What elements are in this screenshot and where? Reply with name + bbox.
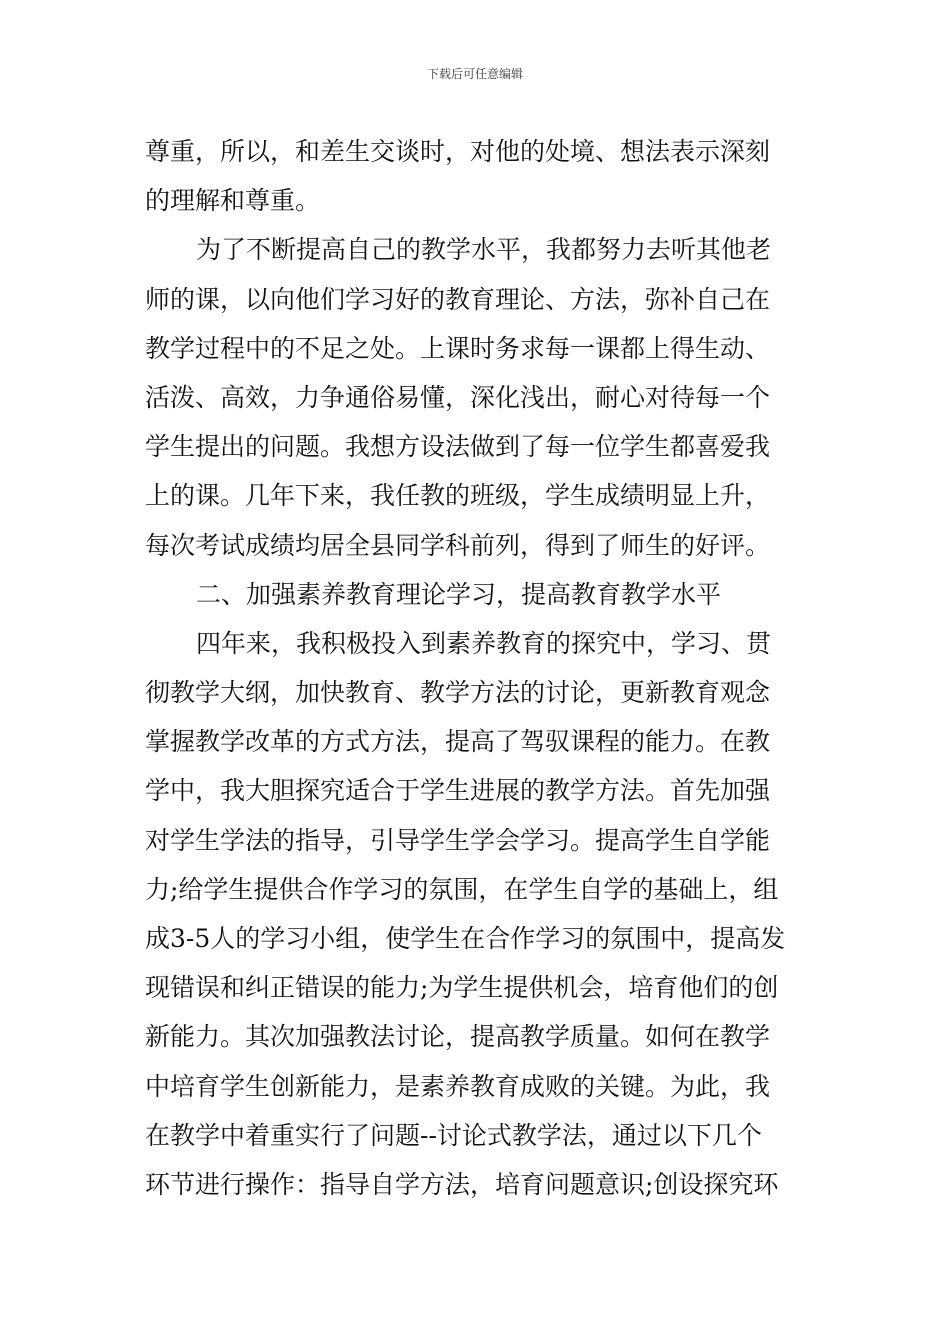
text-line: 新能力。其次加强教法讨论，提高教学质量。如何在教学 — [145, 1022, 771, 1052]
text-line: 师的课，以向他们学习好的教育理论、方法，弥补自己在 — [145, 284, 771, 314]
text-line: 彻教学大纲，加快教育、教学方法的讨论，更新教育观念 — [145, 678, 771, 708]
text-line: 每次考试成绩均居全县同学科前列，得到了师生的好评。 — [145, 530, 771, 560]
text-line: 现错误和纠正错误的能力;为学生提供机会，培育他们的创 — [145, 973, 779, 1003]
text-line: 环节进行操作：指导自学方法，培育问题意识;创设探究环 — [145, 1169, 779, 1199]
text-line: 教学过程中的不足之处。上课时务求每一课都上得生动、 — [145, 333, 771, 363]
text-line: 为了不断提高自己的教学水平，我都努力去听其他老 — [196, 235, 772, 265]
document-body — [145, 127, 811, 1209]
page-header-note: 下载后可任意编辑 — [426, 67, 523, 81]
text-line: 学中，我大胆探究适合于学生进展的教学方法。首先加强 — [145, 776, 771, 806]
text-line: 四年来，我积极投入到素养教育的探究中，学习、贯 — [196, 628, 772, 658]
text-line: 对学生学法的指导，引导学生学会学习。提高学生自学能 — [145, 825, 771, 855]
text-line: 在教学中着重实行了问题--讨论式教学法，通过以下几个 — [145, 1120, 762, 1150]
text-line: 的理解和尊重。 — [145, 186, 321, 216]
section-heading: 二、加强素养教育理论学习，提高教育教学水平 — [196, 579, 722, 609]
text-line: 掌握教学改革的方式方法，提高了驾驭课程的能力。在教 — [145, 727, 771, 757]
text-line: 上的课。几年下来，我任教的班级，学生成绩明显上升， — [145, 481, 771, 511]
text-line: 成3-5人的学习小组，使学生在合作学习的氛围中，提高发 — [145, 924, 786, 953]
text-line: 学生提出的问题。我想方设法做到了每一位学生都喜爱我 — [145, 432, 771, 462]
text-line: 力;给学生提供合作学习的氛围，在学生自学的基础上，组 — [145, 874, 779, 904]
text-line: 尊重，所以，和差生交谈时，对他的处境、想法表示深刻 — [145, 137, 771, 166]
text-line: 活泼、高效，力争通俗易懂，深化浅出，耐心对待每一个 — [145, 382, 771, 412]
text-line: 中培育学生创新能力，是素养教育成败的关键。为此，我 — [145, 1071, 771, 1101]
